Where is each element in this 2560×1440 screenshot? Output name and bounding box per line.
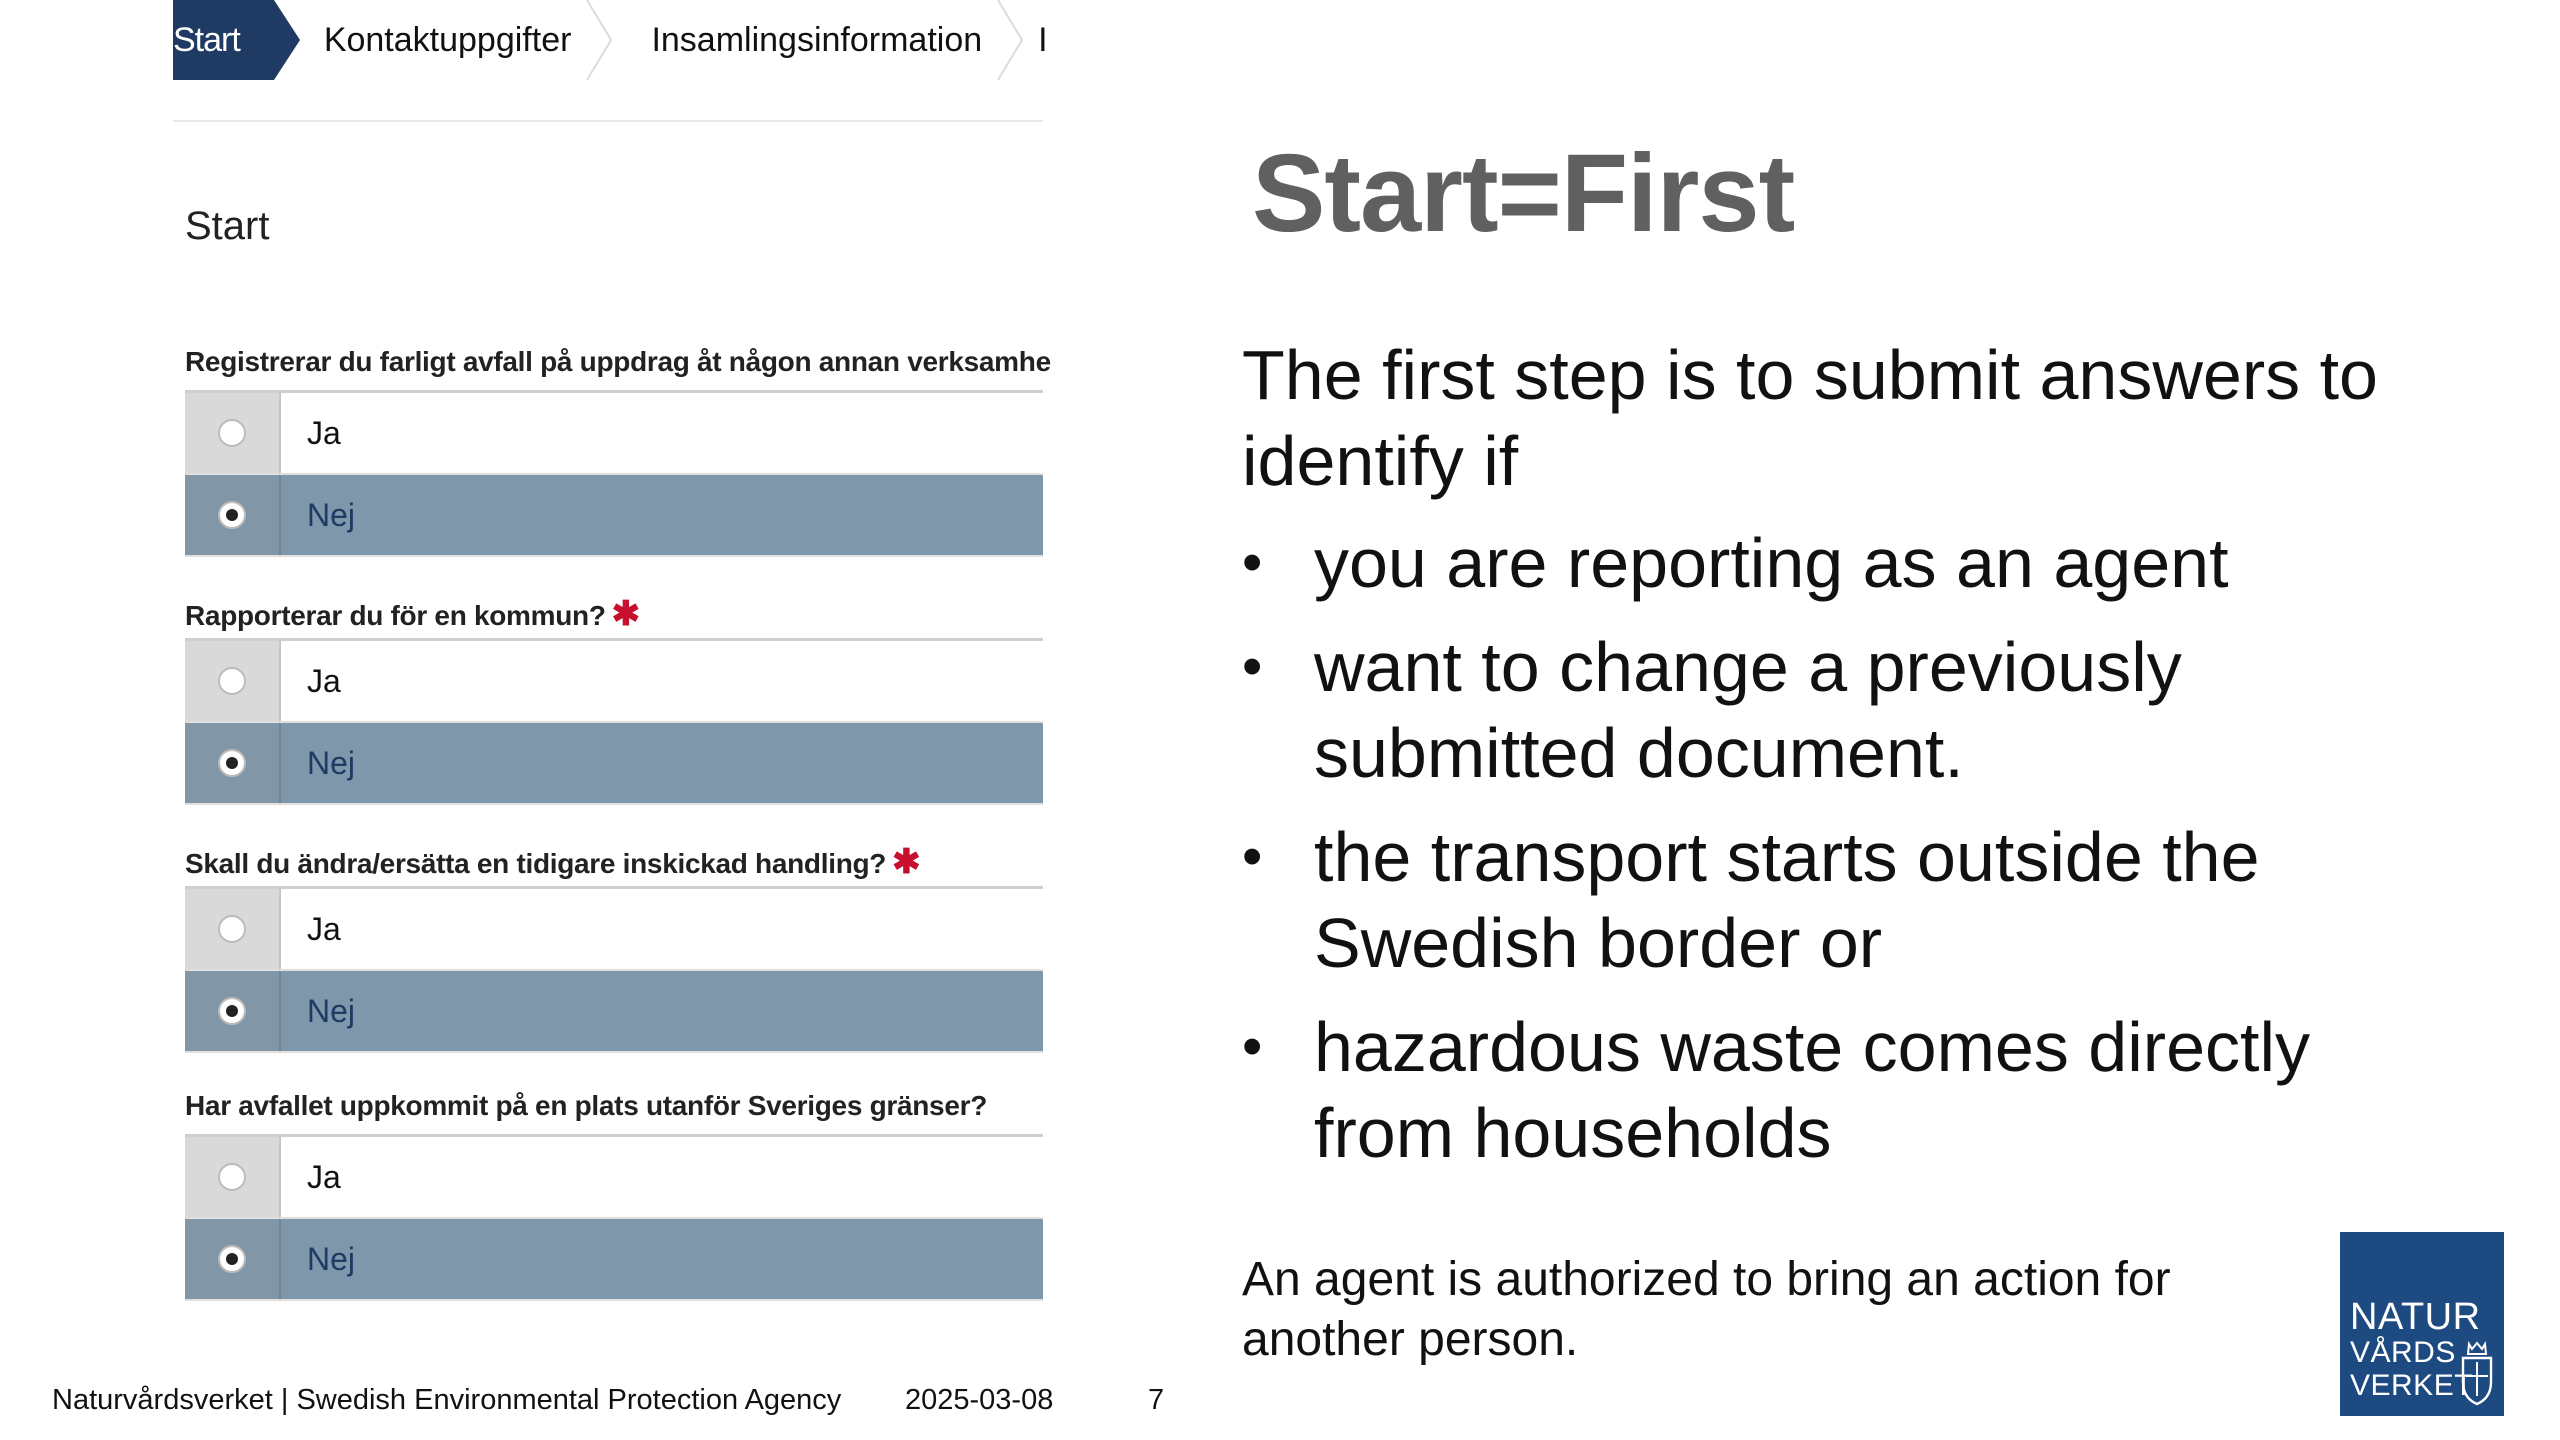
option-label: Nej — [281, 475, 1043, 555]
form-title: Start — [185, 204, 270, 248]
question-2 — [185, 594, 1043, 805]
option-label: Nej — [281, 971, 1043, 1051]
bullet-icon: • — [1242, 824, 1263, 889]
option-ja[interactable] — [185, 641, 1043, 723]
bullet-icon: • — [1242, 530, 1263, 595]
radio-button[interactable] — [218, 667, 246, 695]
radio-button-selected[interactable] — [218, 501, 246, 529]
logo-line: VÅRDS — [2350, 1336, 2456, 1369]
question-label: Har avfallet uppkommit på en plats utanför Sveriges gränser? — [185, 1090, 987, 1121]
bullet-list — [1242, 520, 2442, 1194]
wizard-steps — [173, 0, 1048, 80]
wizard-step-next[interactable] — [1024, 0, 1089, 80]
chevron-separator-icon — [585, 0, 613, 80]
footer-page-number: 7 — [1148, 1384, 1165, 1416]
option-nej[interactable] — [185, 475, 1043, 557]
slide-note: An agent is authorized to bring an action for another person. — [1242, 1253, 2171, 1366]
option-label: Ja — [281, 889, 1043, 969]
chevron-separator-icon — [996, 0, 1024, 80]
footer-org: Naturvårdsverket | Swedish Environmental Protection Agency — [52, 1384, 842, 1416]
question-1 — [185, 346, 1051, 557]
logo-line: NATUR — [2350, 1296, 2481, 1338]
question-label: Rapporterar du för en kommun? ✱ — [185, 595, 640, 633]
crest-icon — [2460, 1340, 2494, 1406]
option-nej[interactable] — [185, 723, 1043, 805]
bullet-icon: • — [1242, 1014, 1263, 1079]
option-label: Ja — [281, 393, 1043, 473]
footer-date: 2025-03-08 — [905, 1384, 1054, 1416]
wizard-step-label: Insamlingsinformation — [651, 20, 983, 59]
radio-button-selected[interactable] — [218, 1245, 246, 1273]
option-nej[interactable] — [185, 971, 1043, 1053]
bullet-icon: • — [1242, 634, 1263, 699]
slide-intro: The first step is to submit answers to identify if — [1242, 336, 2378, 500]
form-screenshot — [173, 0, 1051, 1320]
slide-title: Start=First — [1252, 132, 1795, 255]
naturvardsverket-logo — [2340, 1232, 2504, 1416]
bullet-item: • you are reporting as an agent — [1242, 520, 2442, 606]
question-4 — [185, 1090, 1043, 1301]
wizard-step-insamlingsinformation[interactable] — [613, 0, 1024, 80]
question-label: Registrerar du farligt avfall på uppdrag åt någon annan verksamhe — [185, 346, 1051, 377]
question-label: Skall du ändra/ersätta en tidigare inskickad handling? ✱ — [185, 843, 921, 881]
option-label: Nej — [281, 1219, 1043, 1299]
logo-line: VERKET — [2350, 1369, 2474, 1402]
option-nej[interactable] — [185, 1219, 1043, 1301]
required-icon: ✱ — [611, 595, 640, 633]
bullet-item: • hazardous waste comes directly from households — [1242, 1004, 2442, 1176]
wizard-step-label: Kontaktuppgifter — [323, 20, 572, 59]
radio-button-selected[interactable] — [218, 749, 246, 777]
option-ja[interactable] — [185, 393, 1043, 475]
radio-button-selected[interactable] — [218, 997, 246, 1025]
radio-button[interactable] — [218, 1163, 246, 1191]
bullet-item: • the transport starts outside the Swedish border or — [1242, 814, 2442, 986]
option-ja[interactable] — [185, 889, 1043, 971]
wizard-step-label: Start — [173, 20, 240, 59]
bullet-item: • want to change a previously submitted document. — [1242, 624, 2442, 796]
option-ja[interactable] — [185, 1137, 1043, 1219]
option-label: Ja — [281, 641, 1043, 721]
wizard-divider — [173, 120, 1043, 122]
wizard-step-kontaktuppgifter[interactable] — [274, 0, 614, 80]
required-icon: ✱ — [892, 843, 921, 881]
radio-button[interactable] — [218, 915, 246, 943]
wizard-step-start[interactable] — [173, 0, 274, 80]
radio-button[interactable] — [218, 419, 246, 447]
option-label: Nej — [281, 723, 1043, 803]
option-label: Ja — [281, 1137, 1043, 1217]
question-3 — [185, 842, 1043, 1053]
wizard-step-label: I — [1038, 20, 1048, 59]
